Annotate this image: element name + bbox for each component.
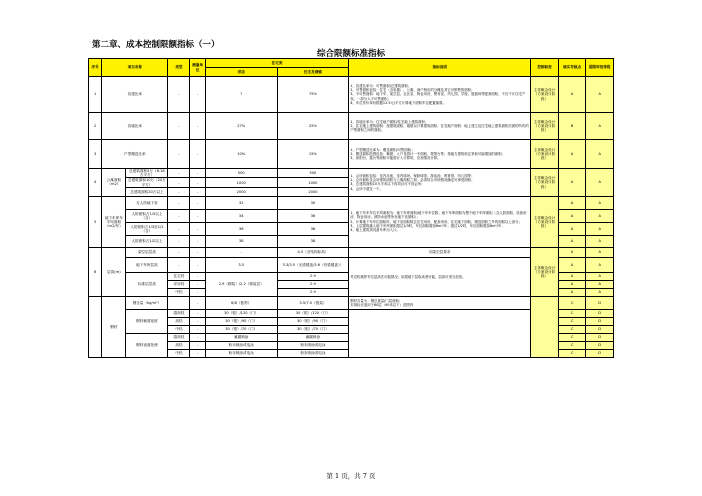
row-adj: A: [586, 280, 614, 288]
row-type: -: [168, 187, 190, 196]
row-freq: B: [558, 113, 586, 140]
row-desc: 1、户型赠送比率为：赠送面积/可售面积； 2、赠送面积范围包括：飘窗、入户花园计一半面积，观景台等；按地方建筑规定采取可能增加的面积； 3、如阳台、露台等面积可能需计入计算的，应视情况计算。: [349, 140, 531, 169]
row-no: 3: [89, 140, 102, 169]
row-adj: D: [586, 333, 614, 341]
row-desc: 1、容墙比率为：住宅地户面积/住宅地上建筑面积； 2、住宅地上建筑面积：按建筑面积、墙壁以计算建筑面积；住宅地户面积：地上建立及住宅地上建筑面积后面的所有的户型面积之间的面积。: [349, 113, 531, 140]
value-b: 36: [277, 209, 349, 222]
row-adj: A: [586, 196, 614, 209]
header-ctrl: 控制职责: [531, 59, 559, 77]
row-unit: -: [190, 77, 205, 113]
value-b: 2.9: [277, 280, 349, 288]
row-unit: -: [190, 113, 205, 140]
row-type: -: [168, 247, 190, 257]
row-freq: A: [558, 77, 586, 113]
value-b: 2.9: [277, 288, 349, 296]
row-item: 户型赠送比率: [102, 140, 168, 169]
row-freq: C: [558, 333, 586, 341]
grade-tag: 中档: [168, 288, 190, 296]
sub-label: 总建筑面积20万以上: [126, 187, 168, 196]
row-adj: A: [586, 140, 614, 169]
sub-label: 钢含量（kg/m²）: [126, 296, 168, 309]
row-type: -: [168, 257, 190, 272]
row-adj: A: [586, 209, 614, 222]
row-type: -: [168, 140, 190, 169]
row-adj: A: [586, 169, 614, 197]
row-unit: -: [190, 247, 205, 257]
value-a: 38: [205, 235, 277, 247]
header-desc: 指标说明: [349, 59, 531, 77]
value-b: 25%: [277, 113, 349, 140]
row-adj: A: [586, 272, 614, 280]
row-ctrl: [531, 296, 559, 357]
header-unit: 测量单位: [190, 59, 205, 77]
row-type: -: [168, 113, 190, 140]
row-unit: -: [190, 288, 205, 296]
value-b: 75%: [277, 77, 349, 113]
row-adj: D: [586, 325, 614, 333]
grade-tag: 超高档: [168, 309, 190, 317]
value-a: 2000: [205, 187, 277, 196]
row-freq: A: [558, 288, 586, 296]
row-adj: D: [586, 309, 614, 317]
row-adj: A: [586, 247, 614, 257]
row-type: -: [168, 169, 190, 178]
row-freq: A: [558, 140, 586, 169]
value-b: 30（根）/70（门）: [277, 325, 349, 333]
row-adj: D: [586, 317, 614, 325]
row-type: -: [168, 178, 190, 187]
value-a: 36: [205, 222, 277, 235]
value-a: 27%: [205, 113, 277, 140]
row-freq: C: [558, 317, 586, 325]
sub-label: 人防面积占1/2以上: [126, 235, 168, 247]
sub-label: 人防面积占1/3以上（含）: [126, 209, 168, 222]
row-item: 钢材: [102, 296, 126, 357]
row-freq: C: [558, 349, 586, 357]
table-row: [89, 77, 614, 113]
grade-tag: 高档: [168, 317, 190, 325]
table-row: [89, 113, 614, 140]
grade-tag: 中档: [168, 325, 190, 333]
row-freq: A: [558, 235, 586, 247]
page-footer: 第 1 页，共 7 页: [326, 472, 376, 480]
grade-tag: 中档: [168, 349, 190, 357]
value-b: 3.3/3.5（无梁楼盖/3.6（有梁楼盖））: [277, 257, 349, 272]
row-adj: A: [586, 288, 614, 296]
row-freq: A: [558, 169, 586, 197]
row-ctrl: 主体概念设计（方案设计阶段）: [531, 196, 559, 247]
row-unit: -: [190, 309, 205, 317]
row-freq: C: [558, 341, 586, 349]
row-desc: 考虑机械停车位层高在可能情况；如果地下层取高者可能，层高可适当放宽。: [349, 257, 531, 296]
row-unit: -: [190, 169, 205, 178]
row-unit: -: [190, 325, 205, 333]
row-adj: A: [586, 113, 614, 140]
value-b: 2000: [277, 187, 349, 196]
value-a: 6/8（框剪）: [205, 296, 277, 309]
value-a: 10%: [205, 140, 277, 169]
sub-label: 标准层层高: [126, 272, 168, 296]
row-freq: A: [558, 247, 586, 257]
header-no: 序号: [89, 59, 102, 77]
row-unit: -: [190, 272, 205, 280]
sub-label: 无人防地下室: [126, 196, 168, 209]
grade-tag: 高档: [168, 341, 190, 349]
value-b: 3.5/7.0（框架）: [277, 296, 349, 309]
value-b: 30（根）/120（门）: [277, 309, 349, 317]
grade-tag: 洋房档: [168, 280, 190, 288]
row-freq: A: [558, 222, 586, 235]
row-unit: -: [190, 257, 205, 272]
row-adj: A: [586, 77, 614, 113]
row-freq: A: [558, 209, 586, 222]
row-item: 地下车库车平均面积（m2/车）: [102, 196, 126, 247]
row-desc: 钢材含量为：钢总重量/门层面积； 本指标仅适用于60层（90米以下）范围内: [349, 296, 531, 309]
value-a: 500: [205, 169, 277, 178]
row-ctrl: 主体概念设计（方案设计阶段）: [531, 140, 559, 169]
value-a: 34: [205, 209, 277, 222]
limit-standard-table: [88, 58, 614, 358]
row-adj: A: [586, 222, 614, 235]
value-a: 30（根）/120（门）: [205, 309, 277, 317]
row-unit: -: [190, 349, 205, 357]
row-item: 容墙比率: [102, 113, 168, 140]
sub-label: 钢材截面宽度: [126, 309, 168, 333]
value-b: 15%: [277, 140, 349, 169]
row-unit: -: [190, 140, 205, 169]
table-row: [89, 169, 614, 178]
row-type: -: [168, 77, 190, 113]
grade-tag: [168, 296, 190, 309]
value-b: 38: [277, 235, 349, 247]
row-item: 公寓面积（m2）: [102, 169, 126, 197]
header-freq: 核实考核点: [558, 59, 586, 77]
row-unit: -: [190, 187, 205, 196]
value-b: 粉末喷涂或电泳: [277, 341, 349, 349]
row-unit: -: [190, 178, 205, 187]
row-item: 容建比率: [102, 77, 168, 113]
row-adj: D: [586, 296, 614, 309]
row-no: [89, 296, 102, 357]
chapter-title: 第二章、成本控制限额指标（一）: [92, 40, 220, 50]
row-desc: 1、会所面积包括：室内泳池、室内球场、保龄球馆、游泳池、教育馆、幼儿园等； 2、会所面积含会所建筑面积与公寓面积之和，必须结合市场情况确定可承受面积； 3、总建筑面积10万平米以下的项目可不设会所； 4、会所不超过一个。: [349, 169, 531, 197]
header-high-rise: 洋房: [205, 68, 277, 77]
value-a: 30（根）/70（门）: [205, 325, 277, 333]
value-b: 2.9: [277, 272, 349, 280]
value-a: 3.5: [205, 257, 277, 272]
row-item: 层高(m): [102, 247, 126, 296]
row-no: 5: [89, 196, 102, 247]
value-a: 30（根）/90（门）: [205, 317, 277, 325]
row-no: 2: [89, 113, 102, 140]
row-unit: -: [190, 196, 205, 209]
value-a: 粉末喷涂或电泳: [205, 349, 277, 357]
header-item: 项目名称: [102, 59, 168, 77]
row-ctrl: 主体概念设计（方案设计阶段）: [531, 77, 559, 113]
row-type: -: [168, 209, 190, 222]
table-row: [89, 247, 614, 257]
header-residential: 住宅类: [205, 59, 348, 68]
table-title: 综合限额标准指标: [316, 49, 385, 59]
row-adj: A: [586, 235, 614, 247]
value-b: 30（根）/90（门）: [277, 317, 349, 325]
row-unit: -: [190, 341, 205, 349]
row-ctrl: 主体概念设计（方案设计阶段）: [531, 169, 559, 197]
header-type: 类型: [168, 59, 190, 77]
table-row: [89, 296, 614, 309]
table-row: [89, 140, 614, 169]
row-unit: -: [190, 209, 205, 222]
value-b: 36: [277, 222, 349, 235]
sub-label: 总建筑面积10万（20万平方）: [127, 178, 166, 187]
value-a: 粉末喷涂或电泳: [205, 341, 277, 349]
row-freq: A: [558, 272, 586, 280]
header-adj: 超限审批等级: [586, 59, 614, 77]
sub-label: 架空层层高: [126, 247, 168, 257]
row-freq: C: [558, 325, 586, 333]
value-b: 粉末喷涂或电泳: [277, 349, 349, 357]
row-unit: -: [190, 280, 205, 288]
row-freq: C: [558, 296, 586, 309]
row-ctrl: 主体概念设计（方案设计阶段）: [531, 113, 559, 140]
row-unit: -: [190, 333, 205, 341]
table-row: [89, 196, 614, 209]
value-b: 500: [277, 169, 349, 178]
row-adj: D: [586, 341, 614, 349]
value-b: 1000: [277, 178, 349, 187]
value-a: ?: [205, 77, 277, 113]
row-unit: -: [190, 317, 205, 325]
row-freq: A: [558, 257, 586, 272]
value-a: 32: [205, 196, 277, 209]
row-unit: -: [190, 222, 205, 235]
sub-label: 人防面积占1/3至1/2（含）: [126, 222, 168, 235]
row-adj: A: [586, 257, 614, 272]
row-freq: A: [558, 280, 586, 288]
header-small-high-rise: 住宅及商铺: [277, 68, 349, 77]
value-b: 30: [277, 196, 349, 209]
value-a: 氟碳喷涂: [205, 333, 277, 341]
row-freq: A: [558, 196, 586, 209]
row-type: -: [168, 235, 190, 247]
value-a: -: [205, 247, 277, 257]
row-ctrl: 主体概念设计（方案设计阶段）: [531, 247, 559, 296]
row-freq: C: [558, 309, 586, 317]
row-no: 1: [89, 77, 102, 113]
sub-label: 总建筑面积5万（6-18万平方）: [126, 169, 168, 178]
value-b: 4.5（含结构标高）: [277, 247, 349, 257]
row-desc: 1、容建比率为：可售面积/总建筑面积； 2、可售面积包括：住宅（含电梯）、公寓、商户相应的分摊及其它可销售的面积； 3、不可售面积：地下车、架空层、社区室、物业用房、警务室、幼儿园、学校、篮板场等配套面积，不在不计住宅产权、一部分人不可售面积； 4、车位作价单价根据12.5元/平方计算地下面积车位配置换算。: [349, 77, 531, 113]
row-type: -: [168, 196, 190, 209]
row-desc: 同架空层要求: [349, 247, 531, 257]
row-desc: [349, 309, 531, 357]
grade-tag: 住宅档: [168, 272, 190, 280]
grade-tag: 超高档: [168, 333, 190, 341]
sub-label: 地下车库层高: [126, 257, 168, 272]
row-desc: 1、地下车车车位平均面积为：地下车库面积/地下车车位数；地下车库面积为整个地下车库面积（含人防面积、设备用房、物业用房、消防水池等所有地下室面积）； 2、计算地下车车位面积时，地下室面积除去住宅用房、配套用房、住宅地下面积、赠送面积之外的面积以上部分； 3、上层建筑落入地下车库面积超过1/3时，车位面积增加6m²/车；超过1/2时，车位面积增加8m²/车； 4、地上建筑须具备车库出入口。: [349, 196, 531, 247]
sub-label: 钢材表面处理: [126, 333, 168, 357]
value-b: 氟碳喷涂: [277, 333, 349, 341]
row-adj: D: [586, 349, 614, 357]
value-a: 1000: [205, 178, 277, 187]
row-no: 4: [89, 169, 102, 197]
value-a: 2.9（精装）/2.2（简装层）: [205, 272, 277, 296]
row-unit: -: [190, 296, 205, 309]
row-no: 6: [89, 247, 102, 296]
row-type: -: [168, 222, 190, 235]
row-unit: -: [190, 235, 205, 247]
